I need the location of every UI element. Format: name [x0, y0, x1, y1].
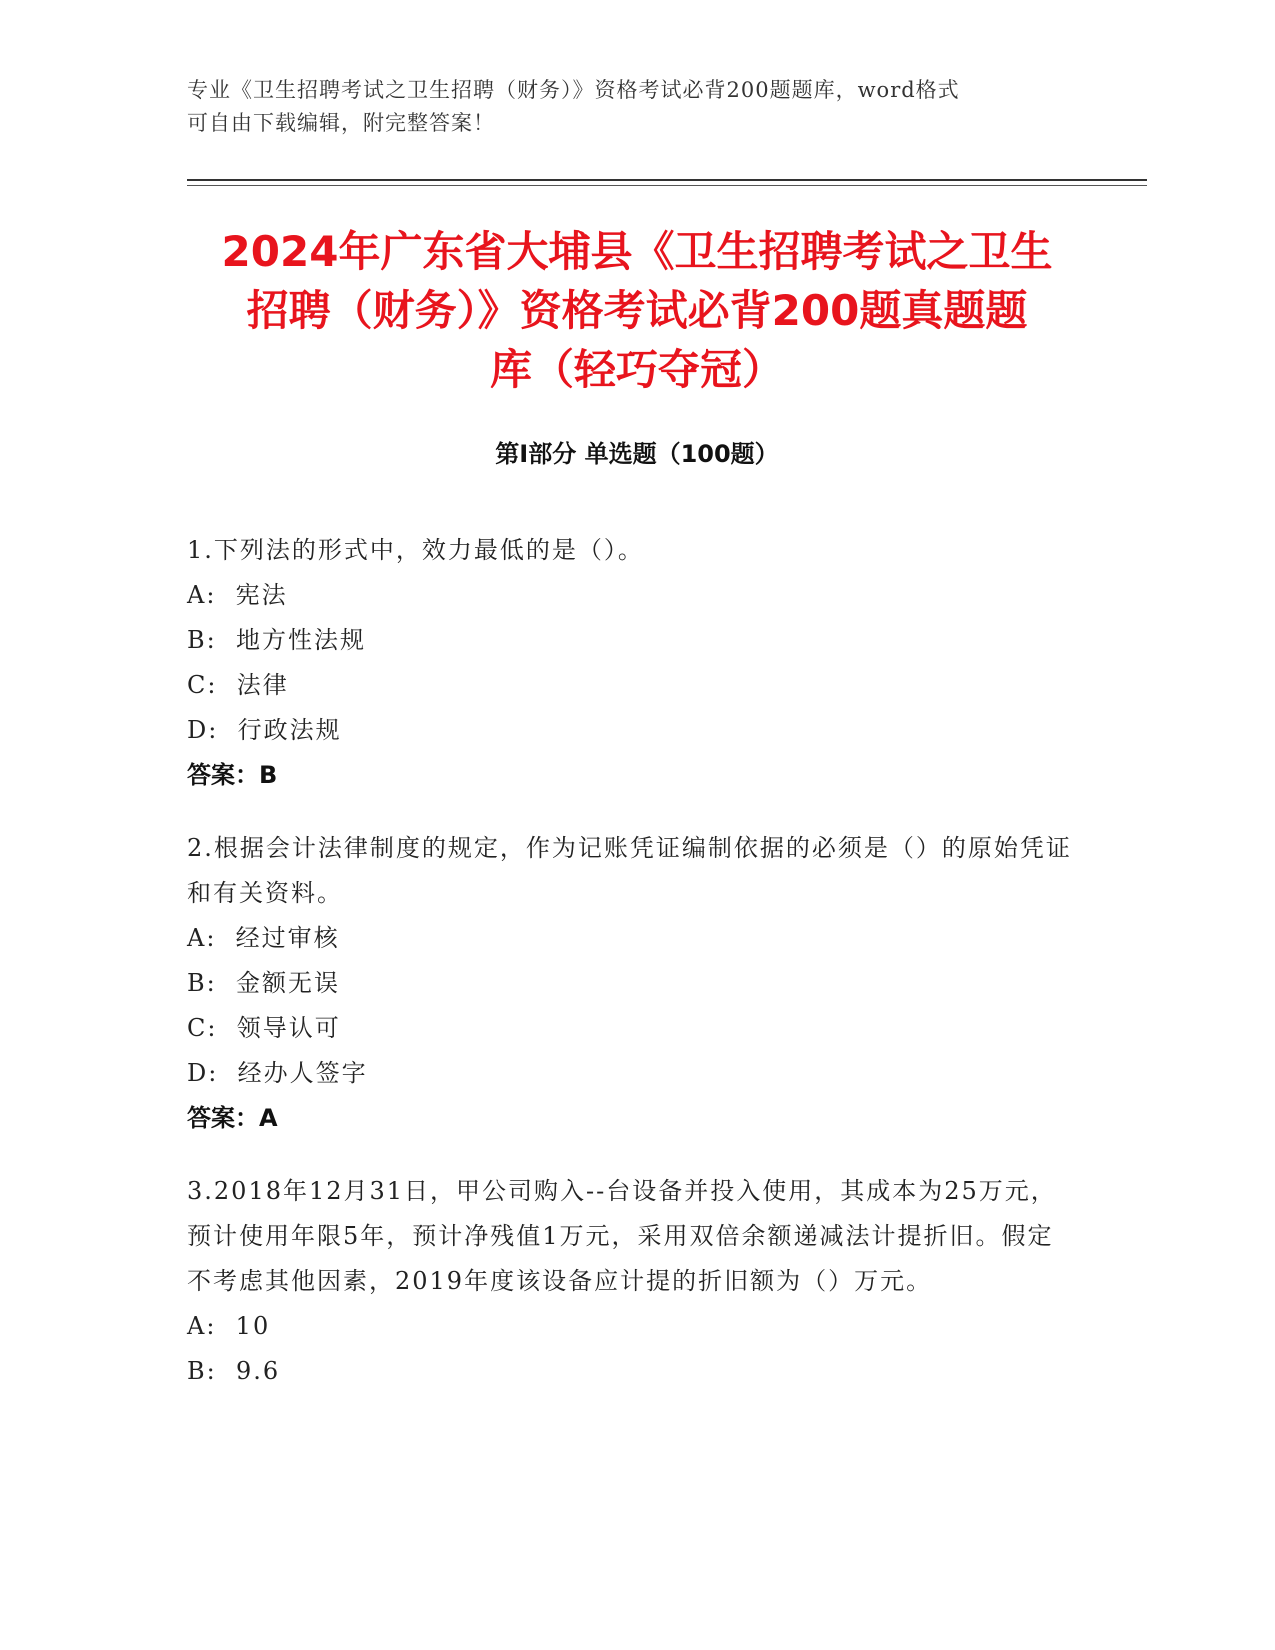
document-title-line-1: 2024年广东省大埔县《卫生招聘考试之卫生 [221, 227, 1053, 276]
question-option: D: 行政法规 [187, 716, 342, 744]
question-option: A: 宪法 [187, 581, 288, 609]
question-option: D: 经办人签字 [187, 1059, 368, 1087]
question-option: B: 9.6 [187, 1357, 281, 1385]
question-item [187, 528, 1077, 798]
document-title-line-2: 招聘（财务）》资格考试必背200题真题题 [246, 286, 1028, 335]
question-item [187, 826, 1077, 1141]
document-title [187, 222, 1087, 399]
header-note-line-1: 专业《卫生招聘考试之卫生招聘（财务）》资格考试必背200题题库，word格式 [187, 78, 960, 102]
question-option: B: 地方性法规 [187, 626, 366, 654]
question-option: C: 法律 [187, 671, 289, 699]
question-option: A: 经过审核 [187, 924, 340, 952]
question-option: A: 10 [187, 1312, 271, 1340]
header-divider-thick [187, 179, 1147, 181]
question-answer: 答案：A [187, 1104, 278, 1132]
question-stem: 1.下列法的形式中，效力最低的是（）。 [187, 536, 644, 564]
header-note-line-2: 可自由下载编辑，附完整答案！ [187, 111, 495, 135]
question-list [187, 528, 1077, 1422]
question-option: C: 领导认可 [187, 1014, 341, 1042]
question-stem: 3.2018年12月31日，甲公司购入--台设备并投入使用，其成本为25万元，预计使用年限5年，预计净残值1万元，采用双倍余额递减法计提折旧。假定不考虑其他因素，2019年度该设备应计提的折旧额为（）万元。 [187, 1177, 1057, 1295]
question-option: B: 金额无误 [187, 969, 340, 997]
header-note [187, 74, 1057, 140]
question-stem: 2.根据会计法律制度的规定，作为记账凭证编制依据的必须是（）的原始凭证和有关资料。 [187, 834, 1072, 907]
question-item [187, 1169, 1077, 1394]
header-divider-thin [187, 185, 1147, 186]
document-title-line-3: 库（轻巧夺冠） [489, 345, 784, 394]
question-answer: 答案：B [187, 761, 278, 789]
section-heading: 第Ⅰ部分 单选题（100题） [495, 440, 779, 468]
